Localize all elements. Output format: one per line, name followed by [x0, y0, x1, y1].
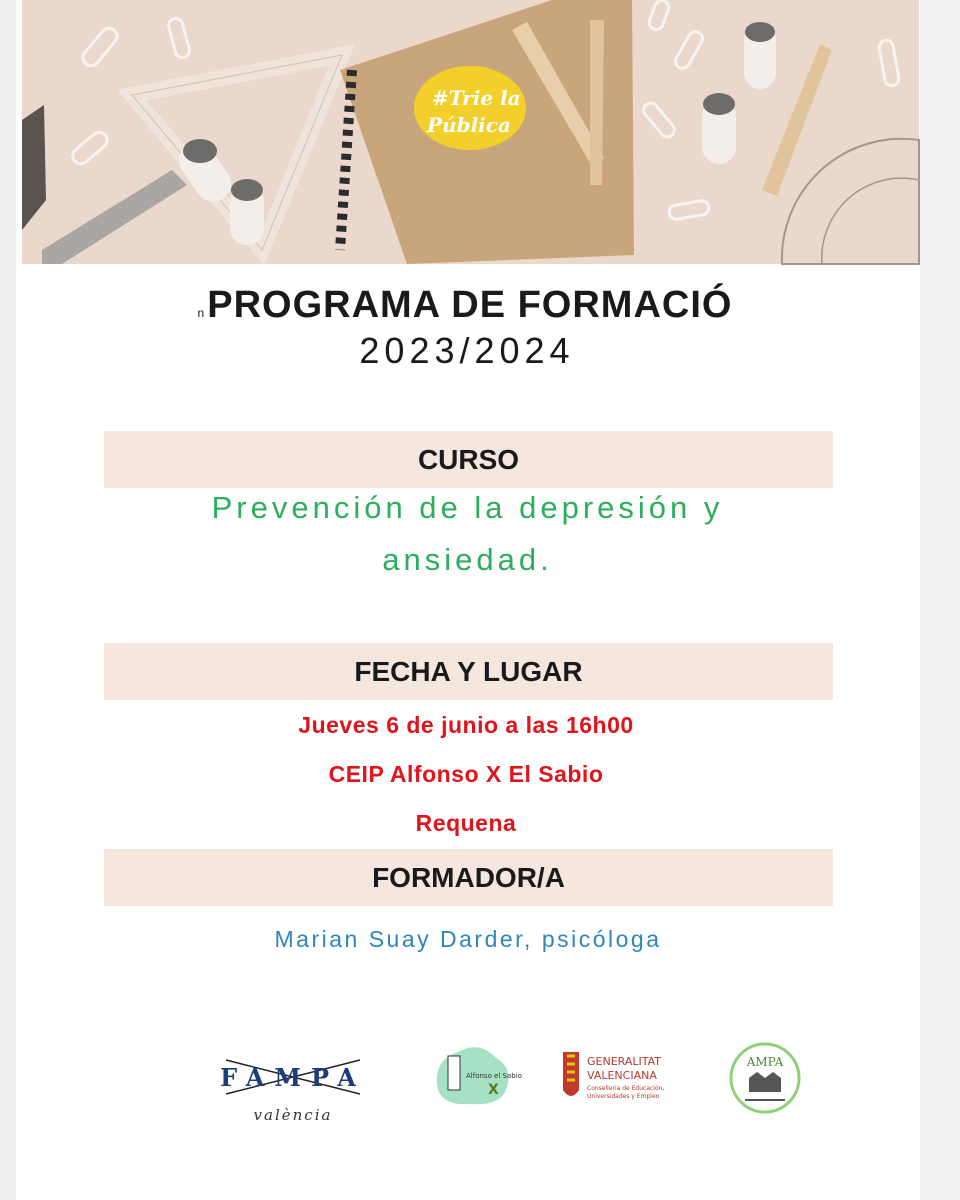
event-date: Jueves 6 de junio a las 16h00 [298, 712, 634, 738]
trainer-name: Marian Suay Darder, psicóloga [274, 926, 662, 952]
course-title-line2: ansiedad. [382, 542, 553, 577]
course-title-line1: Prevención de la depresión y [211, 490, 724, 525]
fecha-lugar-label: FECHA Y LUGAR [354, 655, 583, 687]
svg-text:X: X [488, 1082, 499, 1098]
svg-text:GENERALITAT: GENERALITAT [587, 1055, 662, 1068]
stationery-banner-image [22, 0, 919, 264]
svg-text:FAMPA: FAMPA [220, 1063, 366, 1092]
svg-text:#Trie la: #Trie la [432, 86, 521, 110]
svg-text:valència: valència [253, 1106, 333, 1124]
curso-label: CURSO [417, 443, 520, 475]
title-text: PROGRAMA DE FORMACIÓ [207, 284, 733, 326]
event-place: CEIP Alfonso X El Sabio [328, 761, 604, 787]
fampa-valencia-logo [222, 1050, 364, 1130]
svg-text:Conselleria de Educación,: Conselleria de Educación, [587, 1085, 665, 1092]
title-prefix: n [197, 306, 206, 320]
page-margin-right [920, 0, 960, 1200]
ampa-logo [727, 1042, 803, 1114]
alfonso-x-school-logo [430, 1040, 522, 1110]
svg-text:AMPA: AMPA [746, 1055, 784, 1069]
svg-text:VALENCIANA: VALENCIANA [587, 1069, 657, 1082]
page-margin-left [0, 0, 16, 1200]
trie-la-publica-sticker [414, 66, 526, 150]
event-town: Requena [415, 810, 517, 836]
generalitat-valenciana-logo [560, 1050, 688, 1110]
program-year: 2023/2024 [359, 330, 575, 371]
curso-header-band [104, 431, 833, 488]
fecha-lugar-header-band [104, 643, 833, 700]
banner-illustration [22, 0, 919, 264]
svg-text:Pública: Pública [427, 113, 511, 137]
formador-header-band [104, 849, 833, 906]
formador-label: FORMADOR/A [372, 861, 565, 893]
svg-text:Universidades y Empleo: Universidades y Empleo [587, 1093, 660, 1100]
svg-text:Alfonso el Sabio: Alfonso el Sabio [466, 1072, 522, 1080]
program-title [0, 284, 930, 327]
